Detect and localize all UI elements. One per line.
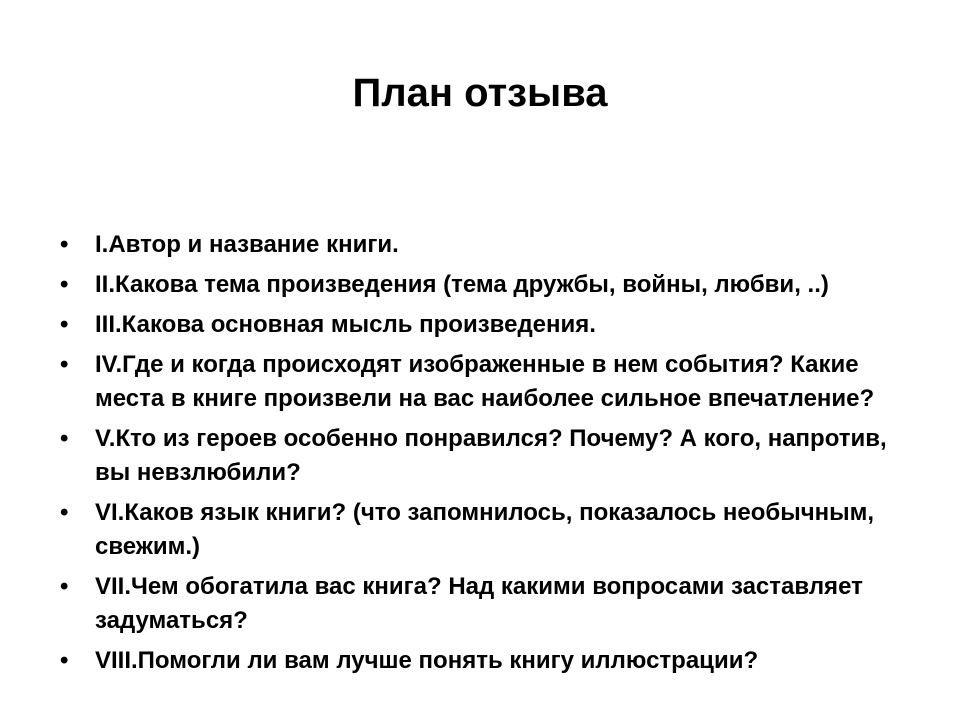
bullet-icon: • bbox=[60, 573, 69, 600]
list-item bbox=[0, 496, 960, 564]
bullet-icon: • bbox=[60, 271, 69, 298]
list-item bbox=[0, 422, 960, 490]
bullet-icon: • bbox=[60, 499, 69, 526]
list-item-text: III.Какова основная мысль произведения. bbox=[95, 311, 596, 338]
list-item-text: V.Кто из героев особенно понравился? Почему? А кого, напротив, вы невзлюбили? bbox=[95, 425, 887, 486]
list-item bbox=[0, 228, 960, 262]
list-item bbox=[0, 308, 960, 342]
bullet-icon: • bbox=[60, 231, 69, 258]
list-item bbox=[0, 268, 960, 302]
bullet-icon: • bbox=[60, 351, 69, 378]
list-item-text: VI.Каков язык книги? (что запомнилось, показалось необычным, свежим.) bbox=[95, 499, 875, 560]
list-item bbox=[0, 644, 960, 678]
list-item-text: I.Автор и название книги. bbox=[95, 231, 399, 258]
slide-title: План отзыва bbox=[352, 71, 608, 115]
review-plan-list bbox=[0, 228, 960, 684]
bullet-icon: • bbox=[60, 311, 69, 338]
list-item-text: VII.Чем обогатила вас книга? Над какими вопросами заставляет задуматься? bbox=[95, 573, 863, 634]
list-item bbox=[0, 570, 960, 638]
list-item-text: II.Какова тема произведения (тема дружбы, войны, любви, ..) bbox=[95, 271, 829, 298]
list-item-text: IV.Где и когда происходят изображенные в нем события? Какие места в книге произвели на вас наиболее сильное впечатление? bbox=[95, 351, 875, 412]
bullet-icon: • bbox=[60, 425, 69, 452]
bullet-icon: • bbox=[60, 647, 69, 674]
list-item-text: VIII.Помогли ли вам лучше понять книгу иллюстрации? bbox=[95, 647, 759, 674]
list-item bbox=[0, 348, 960, 416]
